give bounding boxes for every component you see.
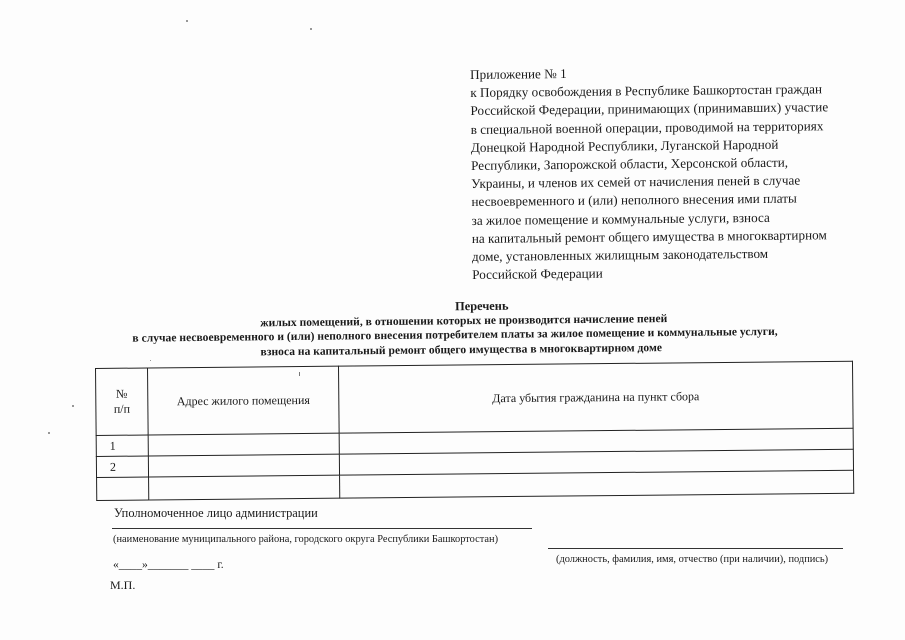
scan-speck xyxy=(310,28,312,30)
official-caption: (должность, фамилия, имя, отчество (при наличии), подпись) xyxy=(556,554,829,565)
premises-table-wrapper xyxy=(95,361,856,488)
appendix-line: доме, установленных жилищным законодательством xyxy=(471,245,769,265)
scan-speck xyxy=(72,405,74,407)
header-address: Адрес жилого помещения xyxy=(148,366,340,435)
appendix-line: Российской Федерации xyxy=(472,265,603,283)
scan-speck xyxy=(150,360,151,361)
signature-line-official xyxy=(548,548,843,549)
header-number xyxy=(96,368,149,435)
appendix-line: на капитальный ремонт общего имущества в многоквартирном xyxy=(471,227,827,246)
document-title xyxy=(100,295,861,361)
appendix-line: в специальной военной операции, проводимой на территориях xyxy=(470,117,824,137)
appendix-line: Приложение № 1 xyxy=(470,65,567,82)
blank-cell xyxy=(340,470,854,498)
row-address-cell xyxy=(148,454,339,477)
appendix-header xyxy=(470,62,872,285)
row-address-cell xyxy=(148,433,339,456)
blank-cell xyxy=(97,477,149,500)
header-departure-date: Дата убытия гражданина на пункт сбора xyxy=(338,361,853,433)
stamp-place: М.П. xyxy=(110,578,136,592)
appendix-line: к Порядку освобождения в Республике Башкортостан граждан xyxy=(470,81,823,101)
header-number-symbol: № xyxy=(115,386,128,401)
title-line: Перечень xyxy=(454,298,509,314)
appendix-line: Донецкой Народной Республики, Луганской Народной xyxy=(470,136,779,155)
appendix-line: Украины, и членов их семей от начисления пеней в случае xyxy=(471,172,801,192)
appendix-line: за жилое помещение и коммунальные услуги, взноса xyxy=(471,209,770,228)
row-number: 2 xyxy=(96,456,148,477)
table-header-row xyxy=(96,361,854,435)
scan-speck xyxy=(186,20,188,22)
appendix-line: Республики, Запорожской области, Херсонской области, xyxy=(470,154,789,174)
signatory-title: Уполномоченное лицо администрации xyxy=(114,506,318,520)
municipality-caption: (наименование муниципального района, городского округа Республики Башкортостан) xyxy=(113,534,499,545)
date-line: «____»_______ ____ г. xyxy=(113,558,224,571)
blank-cell xyxy=(149,475,340,500)
scan-speck xyxy=(48,432,50,434)
signature-line-municipality xyxy=(112,528,532,529)
scan-speck xyxy=(299,372,300,376)
title-line: взноса на капитальный ремонт общего имущества в многоквартирном доме xyxy=(260,340,663,359)
header-number-abbr: п/п xyxy=(113,401,131,416)
premises-table xyxy=(95,361,854,501)
title-line: жилых помещений, в отношении которых не производится начисление пеней xyxy=(260,311,668,329)
row-number: 1 xyxy=(96,435,148,456)
appendix-line: Российской Федерации, принимающих (принимавших) участие xyxy=(470,99,829,119)
appendix-line: несвоевременного и (или) неполного внесения ими платы xyxy=(471,191,797,210)
title-line: в случае несвоевременного и (или) неполного внесения потребителем платы за жилое помещение и коммунальные услуги, xyxy=(132,325,778,345)
